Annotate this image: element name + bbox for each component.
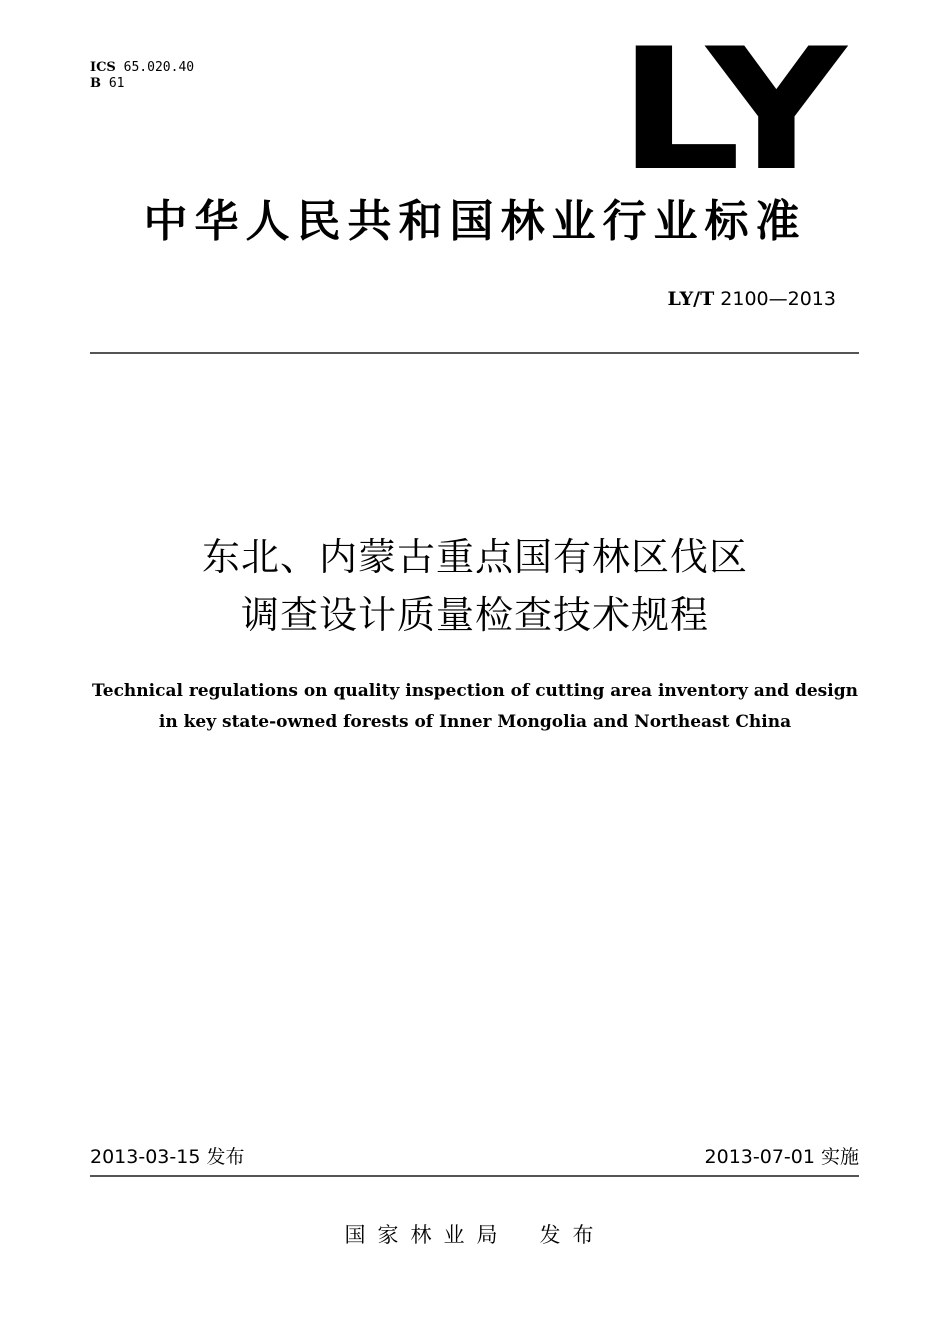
english-title [0,676,950,738]
issuing-authority [0,1220,950,1250]
standard-number-prefix: LY/T [667,288,715,310]
issue-date-value: 2013-03-15 [90,1146,201,1168]
implementation-date-label: 实施 [820,1146,859,1168]
ccs-label: B [90,76,101,91]
english-title-line-2: in key state-owned forests of Inner Mongolia and Northeast China [158,712,792,732]
standard-number [667,286,836,312]
classification-codes [90,60,194,92]
standard-category-mark: LY [618,12,842,208]
issue-date-label: 发布 [206,1146,245,1168]
ccs-code-row [90,76,194,92]
ics-label: ICS [90,60,116,75]
issuing-action: 发布 [539,1223,606,1247]
standard-number-value: 2100—2013 [720,288,836,310]
implementation-date [705,1144,859,1170]
issuing-organization: 国家林业局 [344,1223,510,1247]
ics-code-row [90,60,194,76]
issue-date [90,1144,244,1170]
english-title-line-1: Technical regulations on quality inspection of cutting area inventory and design [92,681,858,701]
top-divider [90,352,859,354]
chinese-title [0,528,950,644]
ics-code: 65.020.40 [123,60,195,75]
bottom-divider [90,1175,859,1177]
chinese-title-line-1: 东北、内蒙古重点国有林区伐区 [201,535,748,579]
ccs-code: 61 [108,76,125,91]
implementation-date-value: 2013-07-01 [704,1146,815,1168]
chinese-title-line-2: 调查设计质量检查技术规程 [240,593,709,637]
industry-standard-title: 中华人民共和国林业行业标准 [143,196,807,247]
